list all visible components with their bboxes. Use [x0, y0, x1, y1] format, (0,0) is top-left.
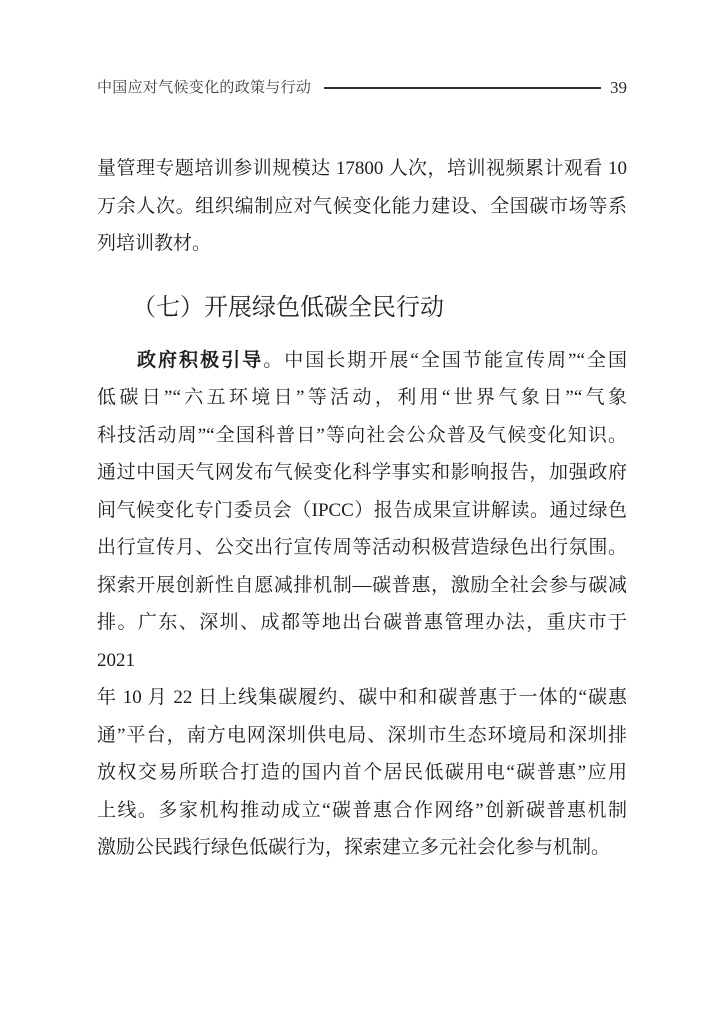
text-line: 激励公民践行绿色低碳行为，探索建立多元社会化参与机制。 — [97, 837, 611, 858]
text-line: 放权交易所联合打造的国内首个居民低碳用电“碳普惠”应用 — [97, 762, 627, 783]
page-content — [97, 150, 627, 867]
text-line: 间气候变化专门委员会（IPCC）报告成果宣讲解读。通过绿色 — [97, 499, 627, 521]
running-header — [97, 78, 627, 98]
text-line: 列培训教材。 — [97, 233, 212, 254]
text-line: 科技活动周”“全国科普日”等向社会公众普及气候变化知识。 — [97, 424, 627, 446]
text-line: 量管理专题培训参训规模达 17800 人次，培训视频累计观看 10 — [97, 158, 627, 179]
text-line: 上线。多家机构推动成立“碳普惠合作网络”创新碳普惠机制 — [97, 799, 627, 821]
text-line: 探索开展创新性自愿减排机制—碳普惠，激励全社会参与碳减 — [97, 574, 627, 596]
text-line: 出行宣传月、公交出行宣传周等活动积极营造绿色出行氛围。 — [97, 537, 627, 558]
text-line: 通过中国天气网发布气候变化科学事实和影响报告，加强政府 — [97, 462, 627, 483]
text-line: 低碳日”“六五环境日”等活动，利用“世界气象日”“气象 — [97, 387, 627, 408]
running-header-title: 中国应对气候变化的政策与行动 — [97, 79, 312, 96]
text-line: 通”平台，南方电网深圳供电局、深圳市生态环境局和深圳排 — [97, 724, 627, 746]
header-rule — [324, 87, 601, 89]
paragraph-training-continued — [97, 150, 627, 263]
paragraph-government-guidance — [97, 342, 627, 867]
bold-lead-in: 政府积极引导 — [137, 349, 264, 371]
page-number: 39 — [610, 78, 627, 97]
text-line: 年 10 月 22 日上线集碳履约、碳中和和碳普惠于一体的“碳惠 — [97, 687, 627, 708]
text-line: 政府积极引导。中国长期开展“全国节能宣传周”“全国 — [137, 349, 627, 371]
text-line: 万余人次。组织编制应对气候变化能力建设、全国碳市场等系 — [97, 195, 627, 217]
section-heading: （七）开展绿色低碳全民行动 — [132, 293, 444, 321]
text-line: 排。广东、深圳、成都等地出台碳普惠管理办法，重庆市于 2021 — [97, 612, 627, 671]
